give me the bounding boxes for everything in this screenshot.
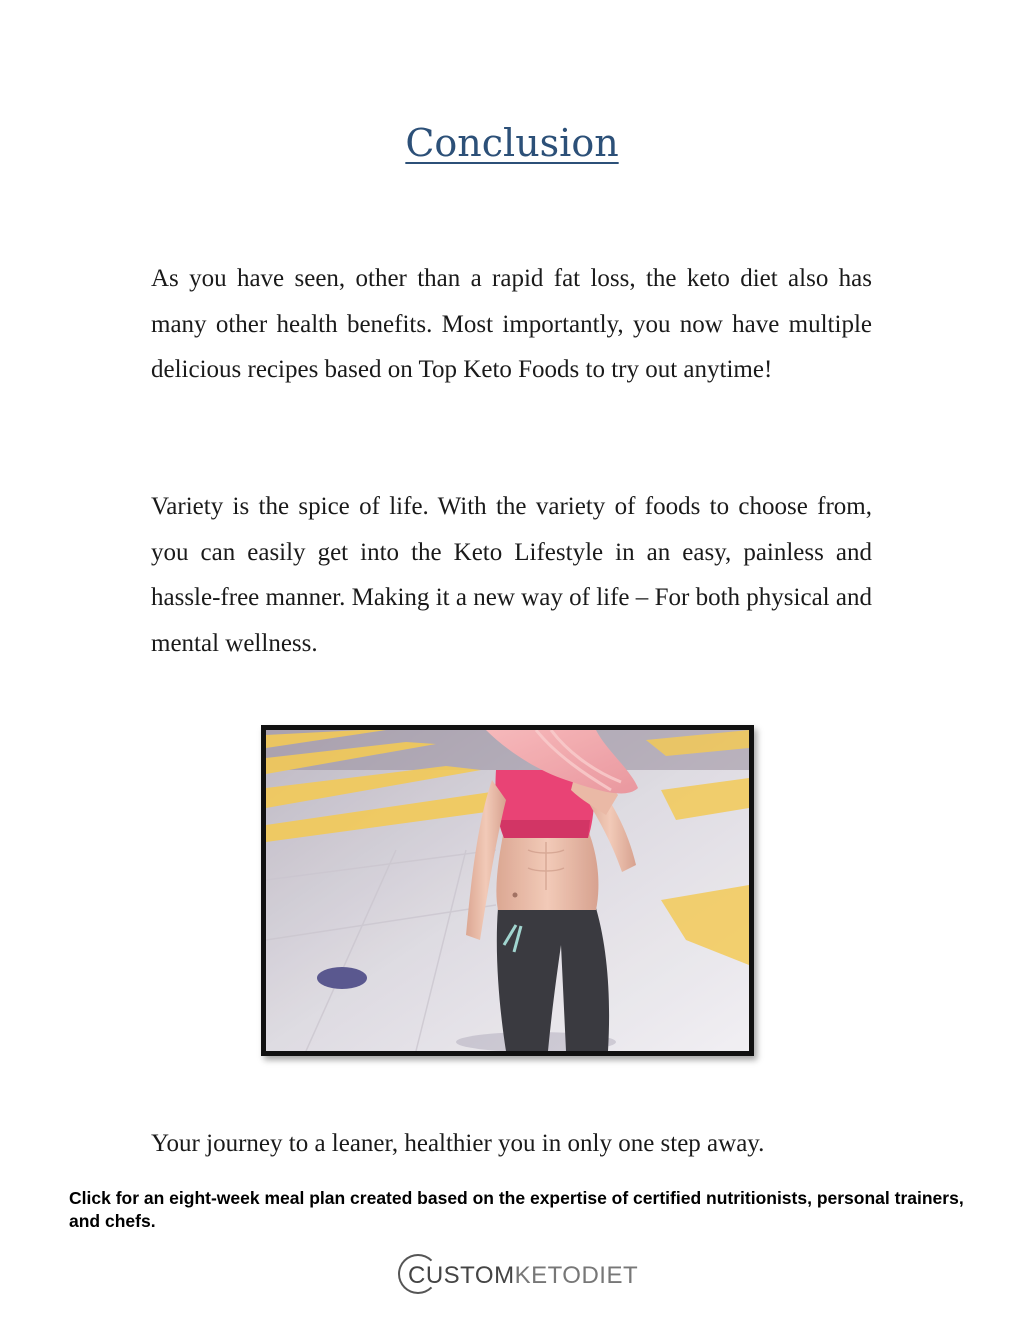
fitness-photo — [261, 725, 754, 1056]
customketodiet-logo[interactable] — [398, 1253, 638, 1299]
paragraph-intro: As you have seen, other than a rapid fat loss, the keto diet also has many other health benefits. Most importantly, you now have multiple delicious recipes based on Top Keto Foods to try out anytime! — [151, 265, 872, 383]
page-title — [0, 118, 1024, 168]
page-title-text: Conclusion — [405, 121, 619, 165]
fitness-photo-illustration — [266, 730, 749, 1051]
logo-text-ketodiet: KETODIET — [514, 1262, 639, 1289]
meal-plan-link[interactable]: Click for an eight-week meal plan created based on the expertise of certified nutritionists, personal trainers, and chefs. — [69, 1188, 964, 1231]
paragraph-journey: Your journey to a leaner, healthier you in only one step away. — [151, 1130, 765, 1157]
paragraph-variety: Variety is the spice of life. With the variety of foods to choose from, you can easily get into the Keto Lifestyle in an easy, painless and hassle-free manner. Making it a new way of life – For both physical and mental wellness. — [151, 493, 872, 657]
logo-text-custom: CUSTOM — [408, 1262, 515, 1289]
